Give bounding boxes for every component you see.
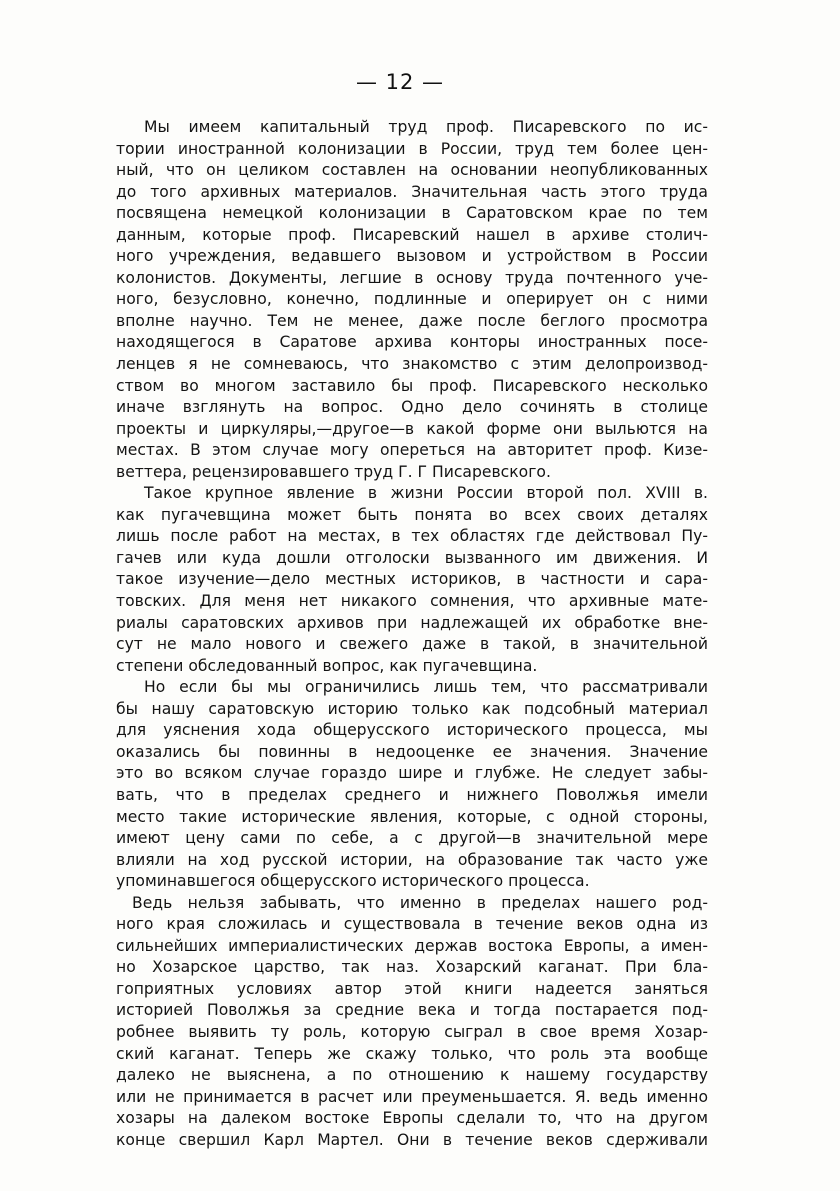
text-line: ного края сложилась и существовала в течение веков одна из: [116, 915, 708, 934]
text-line: хозары на далеком востоке Европы сделали то, что на другом: [116, 1109, 708, 1128]
text-line: вполне научно. Тем не менее, даже после беглого просмотра: [116, 311, 708, 330]
text-line: Ведь нельзя забывать, что именно в пределах нашего род-: [132, 893, 708, 912]
text-line: бы нашу саратовскую историю только как подсобный материал: [116, 699, 708, 718]
text-line: степени обследованный вопрос, как пугачевщина.: [116, 656, 538, 675]
text-line: посвящена немецкой колонизации в Саратовском крае по тем: [116, 204, 708, 223]
paragraph-3: [116, 677, 708, 892]
paragraph-4: [116, 893, 708, 1152]
text-line: ством во многом заставило бы проф. Писаревского несколько: [116, 376, 708, 395]
text-line: ленцев я не сомневаюсь, что знакомство с этим делопроизвод-: [116, 355, 708, 374]
text-line: Но если бы мы ограничились лишь тем, что рассматривали: [144, 678, 708, 697]
text-line: но Хозарское царство, так наз. Хозарский каганат. При бла-: [116, 958, 708, 977]
text-line: ный, что он целиком составлен на основании неопубликованных: [116, 161, 708, 180]
text-line: или не принимается в расчет или преуменьшается. Я. ведь именно: [116, 1087, 708, 1106]
page-number: — 12 —: [355, 70, 445, 94]
text-line: гачев или куда дошли отголоски вызванного им движения. И: [116, 548, 708, 567]
text-line: ного учреждения, ведавшего вызовом и устройством в России: [116, 247, 708, 266]
text-line: до того архивных материалов. Значительная часть этого труда: [116, 182, 708, 201]
text-line: Такое крупное явление в жизни России второй пол. XVIII в.: [144, 484, 708, 503]
text-line: местах. В этом случае могу опереться на авторитет проф. Кизе-: [116, 441, 708, 460]
text-line: товских. Для меня нет никакого сомнения, что архивные мате-: [116, 592, 708, 611]
text-line: место такие исторические явления, которые, с одной стороны,: [116, 807, 708, 826]
text-line: колонистов. Документы, легшие в основу труда почтенного уче-: [116, 268, 708, 287]
text-line: вать, что в пределах среднего и нижнего Поволжья имели: [116, 785, 708, 804]
text-line: проекты и циркуляры,—другое—в какой форме они выльются на: [116, 419, 708, 438]
text-line: робнее выявить ту роль, которую сыграл в свое время Хозар-: [116, 1022, 708, 1041]
text-line: тории иностранной колонизации в России, труд тем более цен-: [116, 139, 708, 158]
text-line: ский каганат. Теперь же скажу только, что роль эта вообще: [116, 1044, 708, 1063]
text-line: упоминавшегося общерусского исторического процесса.: [116, 872, 590, 891]
text-line: оказались бы повинны в недооценке ее значения. Значение: [116, 742, 708, 761]
text-line: историей Поволжья за средние века и тогда постарается под-: [116, 1001, 708, 1020]
text-line: гоприятных условиях автор этой книги надеется заняться: [116, 979, 708, 998]
text-line: имеют цену сами по себе, а с другой—в значительной мере: [116, 829, 708, 848]
text-line: как пугачевщина может быть понята во всех своих деталях: [116, 505, 708, 524]
text-line: лишь после работ на местах, в тех областях где действовал Пу-: [116, 527, 708, 546]
text-line: влияли на ход русской истории, на образование так часто уже: [116, 850, 708, 869]
text-line: веттера, рецензировавшего труд Г. Г Писаревского.: [116, 462, 551, 481]
text-line: ного, безусловно, конечно, подлинные и оперирует он с ними: [116, 290, 708, 309]
text-line: такое изучение—дело местных историков, в частности и сара-: [116, 570, 708, 589]
text-line: риалы саратовских архивов при надлежащей их обработке вне-: [116, 613, 708, 632]
body-text: [116, 117, 708, 1151]
text-line: данным, которые проф. Писаревский нашел в архиве столич-: [116, 225, 708, 244]
text-line: Мы имеем капитальный труд проф. Писаревского по ис-: [144, 118, 708, 136]
paragraph-1: [116, 117, 708, 483]
text-line: для уяснения хода общерусского исторического процесса, мы: [116, 721, 708, 740]
text-line: конце свершил Карл Мартел. Они в течение веков сдерживали: [116, 1130, 708, 1149]
text-line: иначе взглянуть на вопрос. Одно дело сочинять в столице: [116, 398, 708, 417]
text-line: далеко не выяснена, а по отношению к нашему государству: [116, 1066, 708, 1085]
text-line: сут не мало нового и свежего даже в такой, в значительной: [116, 635, 708, 654]
paragraph-2: [116, 483, 708, 677]
text-line: находящегося в Саратове архива конторы иностранных посе-: [116, 333, 708, 352]
text-line: сильнейших империалистических держав востока Европы, а имен-: [116, 936, 708, 955]
text-line: это во всяком случае гораздо шире и глубже. Не следует забы-: [116, 764, 708, 783]
